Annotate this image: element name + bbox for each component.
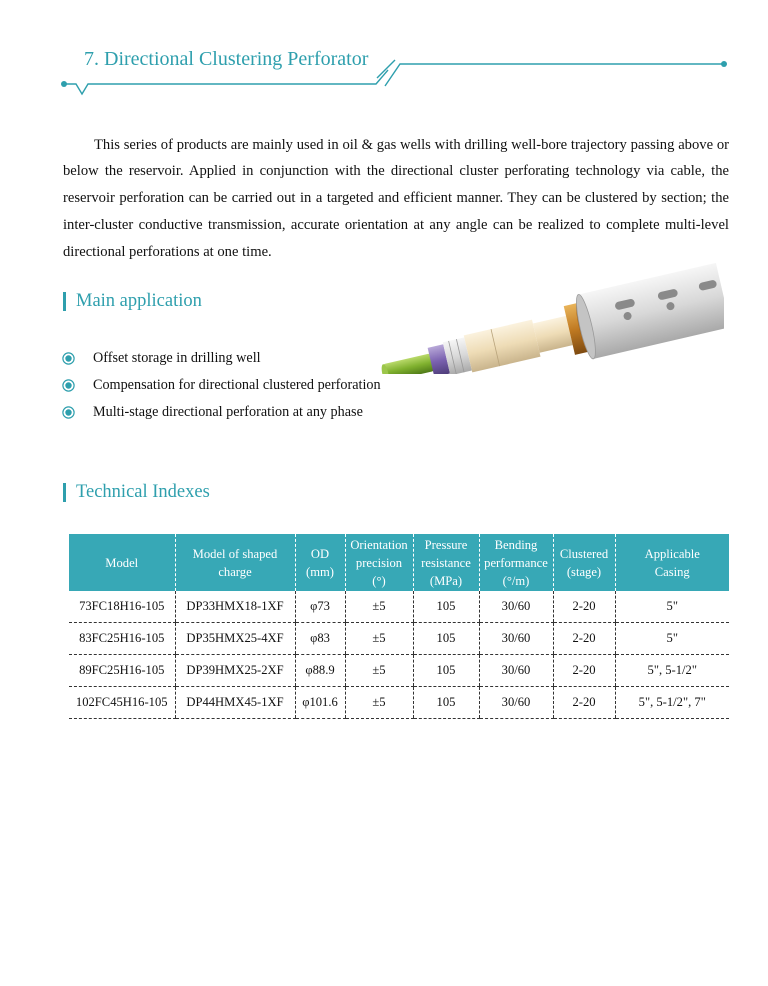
- table-cell: ±5: [345, 655, 413, 687]
- table-header-row: [69, 534, 729, 591]
- table-cell: 105: [413, 687, 479, 719]
- column-header-line: Applicable: [644, 546, 700, 561]
- heading-bar: [63, 483, 66, 502]
- table-row: [69, 655, 729, 687]
- table-cell: φ101.6: [295, 687, 345, 719]
- table-cell: 105: [413, 623, 479, 655]
- column-header-line: (mm): [306, 564, 334, 579]
- table-cell: 2-20: [553, 687, 615, 719]
- column-header-line: Pressure: [424, 537, 468, 552]
- column-header-line: (MPa): [429, 573, 463, 588]
- table-cell: ±5: [345, 687, 413, 719]
- main-application-title: Main application: [76, 291, 202, 311]
- list-item-text: Offset storage in drilling well: [93, 350, 261, 366]
- table-cell: 102FC45H16-105: [69, 687, 175, 719]
- table-cell: 5": [615, 591, 729, 623]
- column-header-line: Orientation: [350, 537, 408, 552]
- table-row: [69, 687, 729, 719]
- table-cell: φ73: [295, 591, 345, 623]
- column-header: [615, 534, 729, 591]
- column-header-line: Casing: [654, 564, 690, 579]
- table-row: [69, 591, 729, 623]
- column-header-line: (°): [372, 573, 386, 588]
- table-cell: 89FC25H16-105: [69, 655, 175, 687]
- table-cell: 73FC18H16-105: [69, 591, 175, 623]
- bullet-ring-icon: [62, 406, 75, 419]
- column-header: [413, 534, 479, 591]
- table-cell: DP33HMX18-1XF: [175, 591, 295, 623]
- column-header: [479, 534, 553, 591]
- column-header: [295, 534, 345, 591]
- column-header-line: resistance: [421, 555, 471, 570]
- table-cell: 30/60: [479, 655, 553, 687]
- list-item-text: Compensation for directional clustered perforation: [93, 377, 381, 393]
- table-cell: 5": [615, 623, 729, 655]
- column-header-line: (stage): [566, 564, 602, 579]
- bullet-ring-icon: [62, 352, 75, 365]
- column-header: [69, 534, 175, 591]
- column-header-line: Model: [105, 555, 139, 570]
- section-header: [0, 0, 768, 110]
- list-item: [62, 345, 381, 372]
- table-cell: 83FC25H16-105: [69, 623, 175, 655]
- table-cell: 105: [413, 655, 479, 687]
- table-cell: DP35HMX25-4XF: [175, 623, 295, 655]
- heading-bar: [63, 292, 66, 311]
- table-cell: ±5: [345, 591, 413, 623]
- technical-indexes-title: Technical Indexes: [76, 482, 210, 502]
- table-cell: 105: [413, 591, 479, 623]
- table-cell: 2-20: [553, 623, 615, 655]
- table-cell: DP44HMX45-1XF: [175, 687, 295, 719]
- column-header-line: Clustered: [559, 546, 609, 561]
- perforator-illustration: [372, 262, 724, 374]
- column-header-line: precision: [355, 555, 403, 570]
- list-item: [62, 372, 381, 399]
- bullet-ring-icon: [62, 379, 75, 392]
- column-header-line: OD: [310, 546, 330, 561]
- technical-indexes-table: [69, 534, 729, 719]
- column-header-line: Model of shaped: [192, 546, 278, 561]
- column-header-line: charge: [218, 564, 252, 579]
- intro-paragraph: This series of products are mainly used in oil & gas wells with drilling well-bore trajectory passing above or below the reservoir. Applied in conjunction with the directional cluster perforating technology via cable, the reservoir perforation can be carried out in a targeted and efficient manner. They can be clustered by section; the inter-cluster conductive transmission, accurate orientation at any angle can be realized to complete multi-level directional perforations at one time.: [63, 136, 729, 260]
- column-header: [175, 534, 295, 591]
- column-header: [553, 534, 615, 591]
- table-cell: 2-20: [553, 655, 615, 687]
- list-item-text: Multi-stage directional perforation at any phase: [93, 404, 363, 420]
- table-cell: ±5: [345, 623, 413, 655]
- table-cell: 2-20: [553, 591, 615, 623]
- table-cell: DP39HMX25-2XF: [175, 655, 295, 687]
- table-cell: 30/60: [479, 623, 553, 655]
- list-item: [62, 399, 381, 426]
- column-header-line: (°/m): [502, 573, 530, 588]
- table-row: [69, 623, 729, 655]
- table-header: [69, 534, 729, 591]
- column-header-line: performance: [484, 555, 548, 570]
- table-cell: 5", 5-1/2": [615, 655, 729, 687]
- table-cell: 30/60: [479, 687, 553, 719]
- table-body: [69, 591, 729, 719]
- column-header-line: Bending: [494, 537, 538, 552]
- application-list: [62, 345, 381, 426]
- table-cell: φ88.9: [295, 655, 345, 687]
- table-cell: 30/60: [479, 591, 553, 623]
- page-title: 7. Directional Clustering Perforator: [84, 48, 369, 70]
- technical-indexes-heading: [63, 482, 210, 503]
- column-header: [345, 534, 413, 591]
- table-cell: 5", 5-1/2", 7": [615, 687, 729, 719]
- main-application-heading: [63, 291, 202, 312]
- table-cell: φ83: [295, 623, 345, 655]
